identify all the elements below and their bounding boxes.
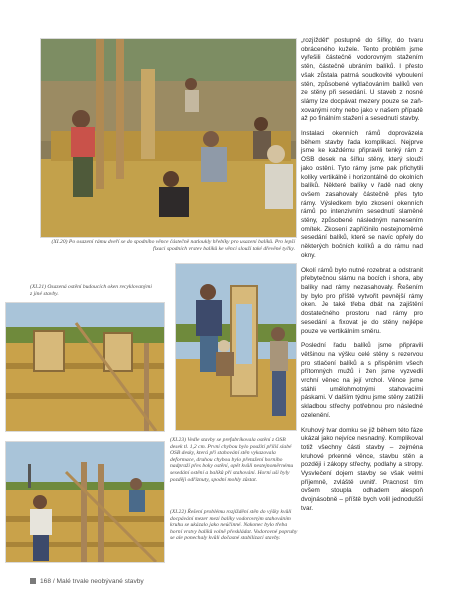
paragraph-3: Okolí rámů bylo nutné rozebrat a odstranit přebytečnou slámu na bocích i shora, aby balíky nad rámy nezasahovaly. Řešením by bylo pro příště vytvořit pevnější rámy oken. Je také třeba dbát na zajištění dostatečného prostoru nad rámy pro sesedání a fixovat je do stěny nejlépe pouze ve vertikálním směru. xyxy=(301,266,423,335)
body-text-column xyxy=(301,37,423,520)
caption-xi21: (XI.21) Osazená ostění budoucích oken recyklovanými z jiné stavby. xyxy=(30,284,152,297)
page-footer xyxy=(30,578,144,585)
caption-xi23: (XI.23) Vedle stavby se prefabrikovala ostění z OSB desek tl. 1,2 cm. První chybou bylo použití příliš slabé OSB desky, která při stahování stěn vykazovala deformace, druhou chybou bylo přetažení horního nadpraží přes boky ostění, opět kvůli nestejnoměrnému sesedání ostění a balíků při stahování. Horní uši byly později odříznuty, spodní mohly zůstat. xyxy=(170,437,294,483)
caption-xi20: (XI.20) Po osazení rámu dveří se do spodního věnce částečně natloukly hřebíky pro usazení balíků. Pro lepší fixaci spodních vrstev balíků ke věnci slouží také dřevěné tyčky. xyxy=(51,239,295,252)
paragraph-1: „rozjíždět“ postupně do šířky, do tvaru obráceného kužele. Tento problém jsme vyřešili částečně vodorovným stažením stěn, částečně ubráním balíků. I přesto však zůstala patrná soudkovité vyboulení stěn, způsobené vytlačováním balíků ven ze stěny při sesedání. U staveb z nosné slámy lze docpávat mezery pouze se zaň-xovanými rohy nebo jako v našem případě až po finálním stažení a sesednutí stavby. xyxy=(301,37,423,123)
paragraph-4: Poslední řadu balíků jsme připravili většinou na výšku celé stěny s rezervou pro stlačení balíků a s přispěním všech přítomných mužů i žen jsme vyzvedli vrchní věnec na její vrchol. Věnce jsme stáhli umělohmotnými stahovacími páskami. V dalším týdnu jsme stěny zatížili skladbou střechy potřebnou pro následné ozelenění. xyxy=(301,342,423,419)
photo-straw-bale-base xyxy=(40,38,297,238)
photo-window-frames xyxy=(5,302,165,432)
paragraph-5: Kruhový tvar domku se již během této fáze ukázal jako nejvíce nesnadný. Komplikoval totiž všechny části stavby – zejména kruhové prkenné věnce, stavbu stěn a později i zákopy střechy, podlahy a stropy. Vysvlečení dojem stavby se však velmi příjemně, zvláště uvnitř. Pracnost tím ovšem stoupla odhadem alespoň dvojnásobně – příště bych volil jednodušší tvar. xyxy=(301,426,423,512)
photo-straps-stabilization xyxy=(5,441,165,563)
paragraph-2: Instalaci okenních rámů doprovázela během stavby řada komplikací. Nejprve jsme ke každému připravili tenký rám z OSB desek na šířku stěny, který slouží jako ostění. Tyto rámy jsme pak přichytili kolíky vertikálně i horizontálně do okolních balíků. Některé balíky v řadě nad okny ovšem zasahovaly částečně přes tyto rámy. Výsledkem bylo zkosení okenních rámů po intenzivním sesednutí slaměné stěny, způsobené následným nanesením omítek. Zkosení zapříčinilo nestejnoměrné sesedání balíků, které se navíc opřely do některých bočních kolíků a do rámu nad okny. xyxy=(301,130,423,259)
caption-xi22: (XI.22) Řešení problému rozjíždění stěn do výšky kvůli docpávání mezer mezi balíky vodorovným stahováním kruhu se ukázalo jako neúčinné. Nakonec bylo třeba horní vrstvy balíků volně přeskládat. Vodorovné popruhy se ale ponechaly kvůli dočasné stabilizaci stavby. xyxy=(170,509,298,542)
photo-osb-frame-installation xyxy=(175,263,297,431)
footer-text: 168 / Malé trvale neobývané stavby xyxy=(40,578,144,585)
footer-square-icon xyxy=(30,578,36,584)
